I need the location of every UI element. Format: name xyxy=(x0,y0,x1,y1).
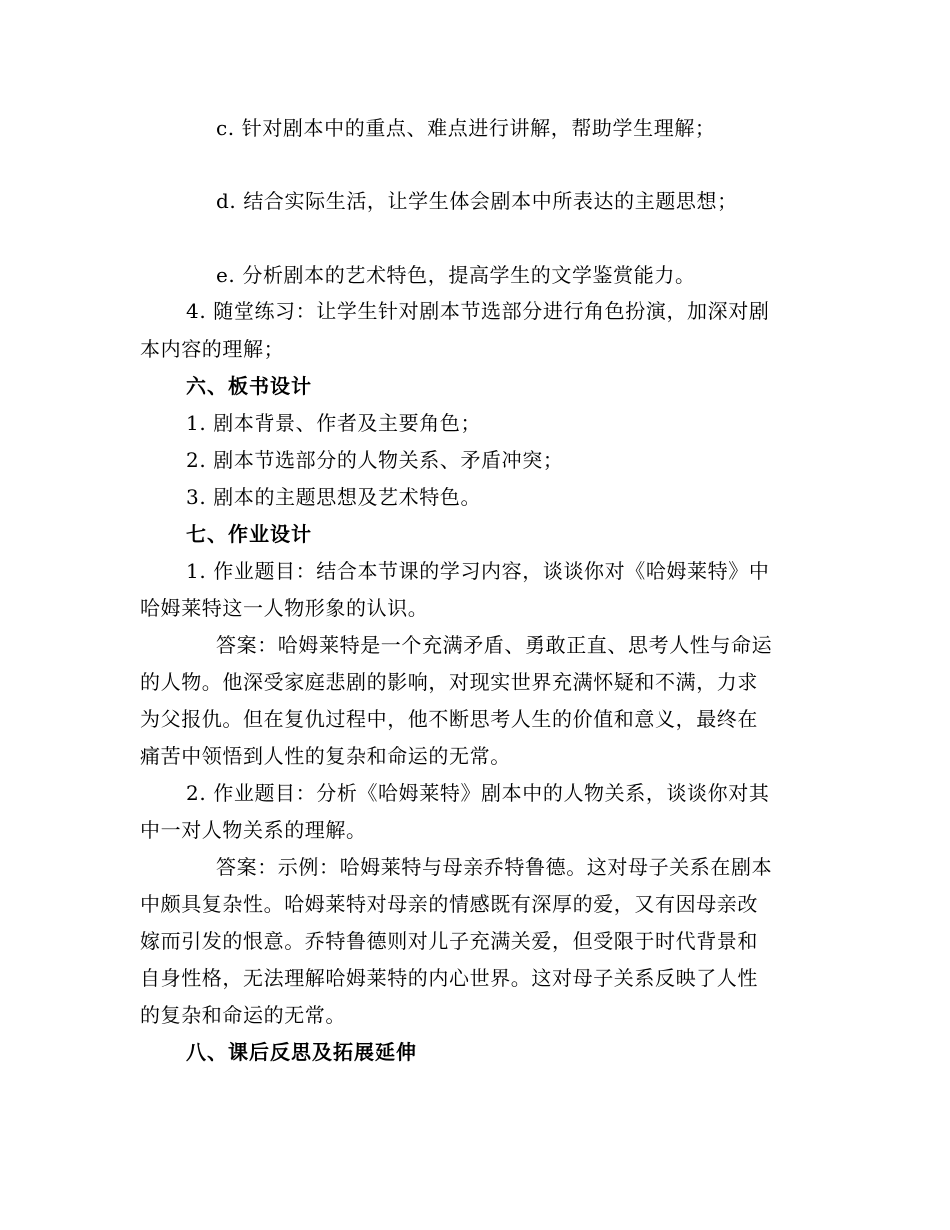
answer-2-line-4: 自身性格，无法理解哈姆莱特的内心世界。这对母子关系反映了人性 xyxy=(140,966,758,990)
section-heading-6: 六、板书设计 xyxy=(186,374,312,398)
list-item-d: d. 结合实际生活，让学生体会剧本中所表达的主题思想； xyxy=(216,189,738,213)
list-item-c: c. 针对剧本中的重点、难点进行讲解，帮助学生理解； xyxy=(216,116,716,140)
answer-1-line-3: 为父报仇。但在复仇过程中，他不断思考人生的价值和意义，最终在 xyxy=(140,707,758,731)
answer-1-line-4: 痛苦中领悟到人性的复杂和命运的无常。 xyxy=(140,744,511,768)
homework-2-line-1: 2. 作业题目：分析《哈姆莱特》剧本中的人物关系，谈谈你对其 xyxy=(186,781,770,805)
homework-1-line-2: 哈姆莱特这一人物形象的认识。 xyxy=(140,596,429,620)
section-heading-8: 八、课后反思及拓展延伸 xyxy=(186,1040,417,1064)
board-item-2: 2. 剧本节选部分的人物关系、矛盾冲突； xyxy=(186,448,564,472)
answer-2-line-2: 中颇具复杂性。哈姆莱特对母亲的情感既有深厚的爱，又有因母亲改 xyxy=(140,892,758,916)
answer-2-line-5: 的复杂和命运的无常。 xyxy=(140,1003,346,1027)
list-item-4-line-2: 本内容的理解； xyxy=(140,337,285,361)
list-item-e: e. 分析剧本的艺术特色，提高学生的文学鉴赏能力。 xyxy=(216,263,696,287)
list-item-4-line-1: 4. 随堂练习：让学生针对剧本节选部分进行角色扮演，加深对剧 xyxy=(186,299,770,323)
board-item-1: 1. 剧本背景、作者及主要角色； xyxy=(186,411,482,435)
answer-2-line-3: 嫁而引发的恨意。乔特鲁德则对儿子充满关爱，但受限于时代背景和 xyxy=(140,929,758,953)
answer-1-line-2: 的人物。他深受家庭悲剧的影响，对现实世界充满怀疑和不满，力求 xyxy=(140,670,758,694)
board-item-3: 3. 剧本的主题思想及艺术特色。 xyxy=(186,485,482,509)
section-heading-7: 七、作业设计 xyxy=(186,522,312,546)
homework-1-line-1: 1. 作业题目：结合本节课的学习内容，谈谈你对《哈姆莱特》中 xyxy=(186,559,770,583)
homework-2-line-2: 中一对人物关系的理解。 xyxy=(140,818,367,842)
answer-2-line-1: 答案：示例：哈姆莱特与母亲乔特鲁德。这对母子关系在剧本 xyxy=(216,855,773,879)
answer-1-line-1: 答案：哈姆莱特是一个充满矛盾、勇敢正直、思考人性与命运 xyxy=(216,633,773,657)
